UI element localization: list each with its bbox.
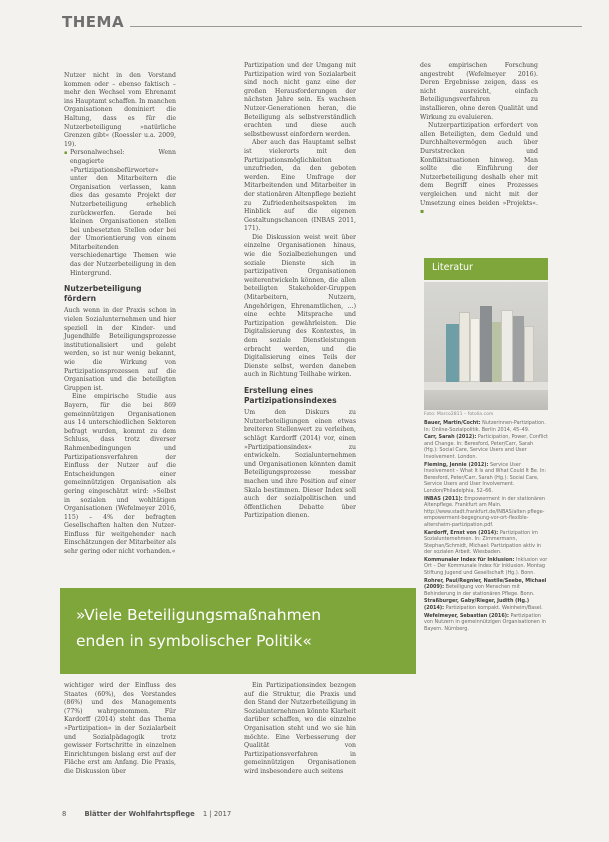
end-mark-icon: ▪ [420, 208, 425, 216]
reference-item: Kommunaler Index für Inklusion: Inklusion vor Ort – Der Kommunale Index für Inklusion. Montag Stiftung Jugend und Gesellschaft (Hg.). Bonn. [424, 556, 548, 577]
shelf-shadow [424, 390, 548, 410]
book-icon [446, 324, 459, 382]
list-item: ▪ Personalwechsel: Wenn engagierte »Partizipationsbefürworter« unter den Mitarbeitern die Organisation verlassen, kann dies das gesamte Projekt der Nutzerbeteiligung erheblich zurückwerfen. Gerade bei kleinen Organisationen stellen bei unbesetzten Stellen oder bei der Umorientierung von einem Mitarbeitenden verschiedenartige Themen wie das der Nutzerbeteiligung in den Hintergrund. [64, 149, 176, 278]
paragraph: Aber auch das Hauptamt selbst ist vielerorts mit den Partizipationsmöglichkeiten unzufrieden, da den geboten werden. Eine Umfrage der Mitarbeitenden und Mitarbeiter in der stationären Altenpflege bezieht zu Zufriedenheitsaspekten im Hinblick auf die eigenen Gestaltungschancen (INBAS 2011, 171). [244, 139, 356, 233]
reference-item: Bauer, Martin/Cocht: Nutzerinnen-Partizipation. In: Online-Sozialpolitik. Berlin 2014, 45–49. [424, 420, 546, 433]
issue-number: 1 | 2017 [202, 810, 232, 818]
column-1 [64, 72, 176, 557]
column-3 [420, 62, 538, 217]
book-icon [524, 326, 534, 382]
reference-item: INBAS (2011): Empowerment in der stationären Altenpflege. Frankfurt am Main. http://www.stadt.frankfurt.de/INBAS/alten pflege-empowerment-begegnung-vor-ort-flexible-altersheim-partizipation.pdf. [424, 495, 546, 528]
book-icon [459, 312, 470, 382]
header-divider [130, 26, 582, 27]
reference-item: Fleming, Jennie (2012): Service User Involvement – What It Is and What Could It Be. In: Beresford, Peter/Carr, Sarah (Hg.): Social Care, Service Users and User Involvement. London/Philadelphia, 52–66. [424, 461, 547, 494]
reference-item: Rohrer, Paul/Regnier, Nastile/Seebe, Michael (2009): Beteiligung von Menschen mit Behinderung in der stationären Pflege. Bonn. [424, 577, 547, 597]
pull-quote [60, 588, 416, 674]
pull-quote-text [76, 602, 406, 654]
reference-item: Kardorff, Ernst von (2014): Partizipation im Sozialunternehmen. In: Zimmermann, Stephan/Schmidt, Michael: Partizipation aktiv in der sozialen Arbeit. Wiesbaden. [424, 529, 542, 556]
paragraph: Die Diskussion weist weit über einzelne Organisationen hinaus, wie die Sozialbeziehungen und soziale Dienste sich in partizipativen Organisationen weiterentwickeln können, die allen beteiligten Stakeholder-Gruppen (Mitarbeitern, Nutzern, Angehörigen, Ehrenamtlichen, ...) eine echte Mitsprache und Partizipation gewährleisten. Die Digitalisierung des Kontextes, in dem soziale Dienstleistungen erbracht werden, und die Digitalisierung eines Teils der Dienste selbst, werden daneben auch in Richtung Teilhabe wirken. [244, 233, 356, 379]
magazine-name: Blätter der Wohlfahrtspflege [84, 810, 195, 818]
paragraph: wichtiger wird der Einfluss des Staates (60%), des Vorstandes (86%) und des Managements (77%) wahrgenommen. Für Kardorff (2014) steht das Thema »Partizipation« in der Sozialarbeit und Sozialpädagogik trotz gewisser Fortschritte in einzelnen Einrichtungen bislang erst auf der Fläche erst am Anfang. Die Praxis, die Diskussion über [64, 682, 176, 775]
book-icon [470, 318, 480, 382]
shelf [424, 382, 548, 390]
paragraph: Um den Diskurs zu Nutzerbeteiligungen einen etwas breiteren Stellenwert zu verleihen, schlägt Kardorff (2014) vor, einen »Partizipationsindex« zu entwickeln. Sozialunternehmen und Organisationen könnten damit Beteiligungsprozesse messbar machen und ihre Position auf einer Skala bestimmen. Dieser Index soll auch der sozialpolitischen und öffentlichen Debatte über Partizipation dienen. [244, 409, 356, 520]
photo-credit: Foto: Marco2811 – fotolia.com [424, 412, 494, 417]
section-title: THEMA [62, 13, 125, 31]
page-number: 8 [62, 810, 67, 818]
bullet-list [64, 149, 176, 278]
page-header [62, 12, 582, 32]
section-heading: Nutzerbeteiligung fördern [64, 284, 142, 303]
column-2-continued [244, 682, 356, 777]
section-heading: Erstellung eines Partizipationsindexes [244, 385, 337, 405]
paragraph: Nutzer nicht in den Vorstand kommen oder – ebenso faktisch – mehr den Wechsel vom Ehrenamt ins Hauptamt schaffen. In manchen Organisationen dominiert die Haltung, dass es für die Nutzerbeteiligung »natürliche Grenzen gibt« (Roessler u.a. 2009, 19). [64, 72, 176, 148]
column-2 [244, 62, 356, 521]
paragraph: Ein Partizipationsindex bezogen auf die Struktur, die Praxis und den Stand der Nutzerbeteiligung in Sozialunternehmen könnte Klarheit darüber schaffen, wo die einzelne Organisation steht und wo sie hin möchte. Eine Verbesserung der Qualität von Partizipationsverfahren in gemeinnützigen Organisationen wird insbesondere auch seitens [244, 682, 356, 775]
literature-title: Literatur [432, 262, 473, 273]
paragraph: des empirischen Forschung angestrebt (Wefelmeyer 2016). Deren Ergebnisse zeigen, dass es nicht ausreicht, einfach Beteiligungsverfahren zu installieren, ohne deren Qualität und Wirkung zu evaluieren. [420, 62, 538, 121]
reference-list [424, 420, 548, 633]
paragraph: Auch wenn in der Praxis schon in vielen Sozialunternehmen und hier speziell in der Kinder- und Jugendhilfe Beteiligungsprozesse institutionalisiert und gelebt werden, so ist nur wenig bekannt, wie die Wirkung von Partizipationsprozessen auf die Organisation und die beteiligten Gruppen ist. [64, 307, 176, 392]
book-icon [480, 306, 492, 382]
reference-item: Carr, Sarah (2012): Participation, Power, Conflict and Change. In: Beresford, Peter/Carr, Sarah (Hg.): Social Care, Service Users and User Involvement. London. [424, 434, 548, 460]
paragraph-text: Nutzerpartizipation erfordert von allen Beteiligten, dem Geduld und Durchhaltevermögen auch über Durststrecken und Konfliktsituationen hinweg. Man sollte die Einführung der Nutzerbeteiligung deshalb eher mit dem Begriff eines Prozesses vergleichen und nicht mit der Umsetzung eines beiden »Projekts«. [420, 122, 538, 207]
paragraph: Eine empirische Studie aus Bayern, für die bei 869 gemeinnützigen Organisationen aus 14 unterschiedlichen Sektoren befragt wurden, kommt zu dem Schluss, dass trotz diverser Rahmenbedingungen und Partizipationsverfahren der Einfluss der Nutzer auf die Entscheidungen einer gemeinnützigen Organisation als gering eingeschätzt wird: »Selbst in sozialen und wohltätigen Organisationen (Wefelmeyer 2016, 115) – 4% der befragten Gesellschaften halten den Nutzer-Einfluss für weitgehender nach Einschätzungen der Mitarbeiter als sehr gering oder nicht vorhanden.« [64, 393, 176, 556]
paragraph [420, 122, 538, 217]
books-photo [424, 282, 548, 410]
page-footer [62, 810, 262, 818]
reference-item: Straßburger, Gaby/Rieger, Judith (Hg.) (2014): Partizipation kompakt. Weinheim/Basel. [424, 598, 543, 612]
book-icon [501, 310, 513, 382]
quote-line: »Viele Beteiligungsmaßnahmen [76, 606, 322, 624]
reference-item: Wefelmeyer, Sebastian (2016): Partizipation von Nutzern in gemeinnützigen Organisationen in Bayern. Nürnberg. [424, 612, 546, 632]
book-icon [513, 316, 524, 382]
paragraph: Partizipation und der Umgang mit Partizipation wird von Sozialarbeit sind noch nicht ganz eine der großen Herausforderungen der nächsten Jahre sein. Es wachsen Nutzer-Generationen heran, die Beteiligung als selbstverständlich erachten und diese auch selbstbewusst einfordern werden. [244, 62, 356, 138]
quote-line: enden in symbolischer Politik« [76, 632, 312, 650]
literature-header [424, 258, 548, 280]
book-icon [492, 322, 501, 382]
column-1-continued [64, 682, 176, 777]
